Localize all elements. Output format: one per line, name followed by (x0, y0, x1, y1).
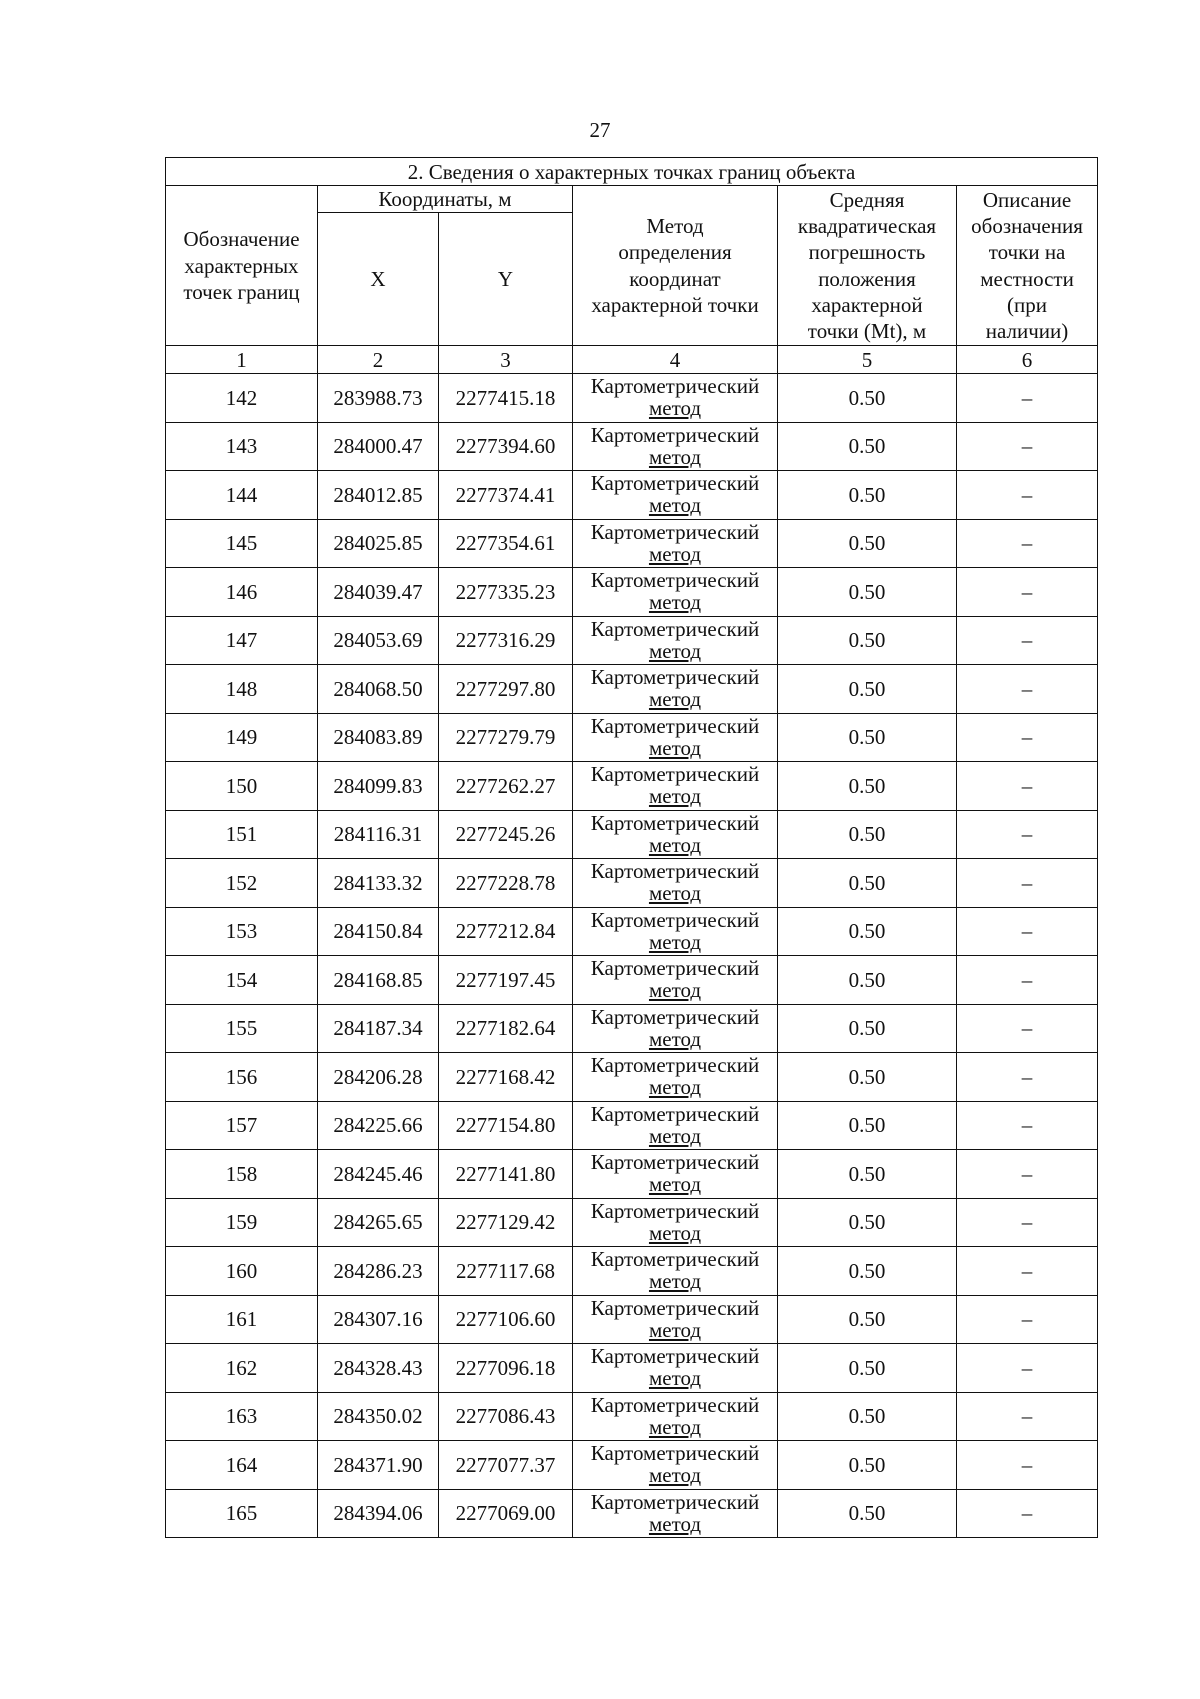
y-coordinate-cell: 2277077.37 (439, 1441, 573, 1490)
header-line: определения (618, 240, 732, 265)
error-cell: 0.50 (778, 568, 957, 617)
header-x: X (318, 213, 439, 346)
description-cell: – (957, 568, 1098, 617)
method-line-2: метод (648, 1026, 702, 1051)
header-line: координат (629, 266, 721, 291)
table-row (166, 1247, 1098, 1296)
point-cell: 142 (166, 374, 318, 423)
table-row (166, 1053, 1098, 1102)
description-cell: – (957, 1441, 1098, 1490)
header-line: Обозначение (183, 227, 300, 252)
point-cell: 151 (166, 810, 318, 859)
method-line-2: метод (648, 1172, 702, 1197)
table-row (166, 859, 1098, 908)
y-coordinate-cell: 2277129.42 (439, 1198, 573, 1247)
description-cell: – (957, 519, 1098, 568)
method-line-2: метод (648, 784, 702, 809)
method-cell (573, 1344, 778, 1393)
method-line-1: Картометрический (590, 665, 760, 690)
method-cell (573, 1295, 778, 1344)
table-row (166, 1344, 1098, 1393)
method-line-1: Картометрический (590, 1295, 760, 1320)
method-line-2: метод (648, 832, 702, 857)
method-cell (573, 907, 778, 956)
method-line-2: метод (648, 881, 702, 906)
header-coordinates: Координаты, м (318, 186, 573, 213)
description-cell: – (957, 1053, 1098, 1102)
error-cell: 0.50 (778, 859, 957, 908)
y-coordinate-cell: 2277316.29 (439, 616, 573, 665)
method-line-2: метод (648, 1220, 702, 1245)
error-cell: 0.50 (778, 1150, 957, 1199)
description-cell: – (957, 713, 1098, 762)
x-coordinate-cell: 284350.02 (318, 1392, 439, 1441)
point-cell: 149 (166, 713, 318, 762)
point-cell: 160 (166, 1247, 318, 1296)
point-cell: 159 (166, 1198, 318, 1247)
method-line-2: метод (648, 638, 702, 663)
x-coordinate-cell: 284328.43 (318, 1344, 439, 1393)
header-designation (166, 186, 318, 346)
table-row (166, 810, 1098, 859)
error-cell: 0.50 (778, 1247, 957, 1296)
y-coordinate-cell: 2277086.43 (439, 1392, 573, 1441)
method-cell (573, 1198, 778, 1247)
error-cell: 0.50 (778, 1489, 957, 1538)
point-cell: 148 (166, 665, 318, 714)
header-line: характерной точки (591, 292, 759, 317)
error-cell: 0.50 (778, 422, 957, 471)
table-row (166, 665, 1098, 714)
method-line-1: Картометрический (590, 422, 760, 447)
method-line-1: Картометрический (590, 374, 760, 399)
method-line-2: метод (648, 1414, 702, 1439)
y-coordinate-cell: 2277297.80 (439, 665, 573, 714)
method-cell (573, 471, 778, 520)
method-line-2: метод (648, 590, 702, 615)
x-coordinate-cell: 284286.23 (318, 1247, 439, 1296)
error-cell: 0.50 (778, 907, 957, 956)
table-row (166, 1295, 1098, 1344)
error-cell: 0.50 (778, 519, 957, 568)
description-cell: – (957, 1295, 1098, 1344)
method-cell (573, 713, 778, 762)
header-line: точки (Mt), м (807, 319, 927, 344)
method-line-1: Картометрический (590, 810, 760, 835)
method-cell (573, 422, 778, 471)
point-cell: 157 (166, 1101, 318, 1150)
description-cell: – (957, 1198, 1098, 1247)
y-coordinate-cell: 2277279.79 (439, 713, 573, 762)
header-line: характерных (184, 253, 299, 278)
method-line-1: Картометрический (590, 907, 760, 932)
header-method (573, 186, 778, 346)
y-coordinate-cell: 2277141.80 (439, 1150, 573, 1199)
method-line-1: Картометрический (590, 1247, 760, 1272)
point-cell: 164 (166, 1441, 318, 1490)
method-line-2: метод (648, 1366, 702, 1391)
y-coordinate-cell: 2277262.27 (439, 762, 573, 811)
error-cell: 0.50 (778, 1101, 957, 1150)
point-cell: 154 (166, 956, 318, 1005)
header-line: Средняя (829, 187, 905, 212)
y-coordinate-cell: 2277106.60 (439, 1295, 573, 1344)
table-row (166, 519, 1098, 568)
error-cell: 0.50 (778, 665, 957, 714)
method-line-1: Картометрический (590, 956, 760, 981)
method-line-2: метод (648, 1463, 702, 1488)
header-line: обозначения (971, 214, 1083, 239)
x-coordinate-cell: 284371.90 (318, 1441, 439, 1490)
error-cell: 0.50 (778, 1198, 957, 1247)
x-coordinate-cell: 284187.34 (318, 1004, 439, 1053)
method-line-1: Картометрический (590, 1489, 760, 1514)
error-cell: 0.50 (778, 1441, 957, 1490)
method-cell (573, 762, 778, 811)
x-coordinate-cell: 284168.85 (318, 956, 439, 1005)
header-line: характерной (811, 292, 923, 317)
method-line-1: Картометрический (590, 1392, 760, 1417)
point-cell: 153 (166, 907, 318, 956)
method-line-2: метод (648, 1123, 702, 1148)
y-coordinate-cell: 2277394.60 (439, 422, 573, 471)
column-number: 5 (778, 346, 957, 374)
y-coordinate-cell: 2277228.78 (439, 859, 573, 908)
description-cell: – (957, 1150, 1098, 1199)
table-row (166, 956, 1098, 1005)
method-cell (573, 1489, 778, 1538)
table-row (166, 907, 1098, 956)
header-line: Описание (982, 187, 1072, 212)
method-cell (573, 1392, 778, 1441)
header-line: (при (1007, 292, 1048, 317)
method-line-1: Картометрический (590, 1344, 760, 1369)
method-line-1: Картометрический (590, 471, 760, 496)
x-coordinate-cell: 284265.65 (318, 1198, 439, 1247)
x-coordinate-cell: 284068.50 (318, 665, 439, 714)
table-row (166, 422, 1098, 471)
header-line: положения (818, 266, 916, 291)
method-line-1: Картометрический (590, 1441, 760, 1466)
header-line: точки на (988, 240, 1066, 265)
header-description (957, 186, 1098, 346)
table-row (166, 1489, 1098, 1538)
description-cell: – (957, 471, 1098, 520)
point-cell: 146 (166, 568, 318, 617)
error-cell: 0.50 (778, 810, 957, 859)
y-coordinate-cell: 2277154.80 (439, 1101, 573, 1150)
point-cell: 150 (166, 762, 318, 811)
point-cell: 163 (166, 1392, 318, 1441)
header-line: Метод (646, 214, 704, 239)
method-line-2: метод (648, 444, 702, 469)
method-line-2: метод (648, 493, 702, 518)
description-cell: – (957, 810, 1098, 859)
y-coordinate-cell: 2277415.18 (439, 374, 573, 423)
error-cell: 0.50 (778, 1295, 957, 1344)
column-number: 1 (166, 346, 318, 374)
error-cell: 0.50 (778, 1004, 957, 1053)
description-cell: – (957, 1344, 1098, 1393)
method-line-2: метод (648, 1075, 702, 1100)
error-cell: 0.50 (778, 1053, 957, 1102)
error-cell: 0.50 (778, 1392, 957, 1441)
error-cell: 0.50 (778, 762, 957, 811)
point-cell: 144 (166, 471, 318, 520)
description-cell: – (957, 1392, 1098, 1441)
y-coordinate-cell: 2277354.61 (439, 519, 573, 568)
method-line-2: метод (648, 1269, 702, 1294)
table-row (166, 1441, 1098, 1490)
method-line-1: Картометрический (590, 1198, 760, 1223)
point-cell: 145 (166, 519, 318, 568)
method-line-2: метод (648, 929, 702, 954)
column-number: 3 (439, 346, 573, 374)
method-cell (573, 1150, 778, 1199)
x-coordinate-cell: 284000.47 (318, 422, 439, 471)
header-line: наличии) (985, 319, 1069, 344)
method-line-2: метод (648, 396, 702, 421)
x-coordinate-cell: 284116.31 (318, 810, 439, 859)
description-cell: – (957, 665, 1098, 714)
method-line-1: Картометрический (590, 762, 760, 787)
method-line-1: Картометрический (590, 1004, 760, 1029)
header-y: Y (439, 213, 573, 346)
x-coordinate-cell: 284133.32 (318, 859, 439, 908)
table-row (166, 374, 1098, 423)
description-cell: – (957, 1247, 1098, 1296)
method-cell (573, 1053, 778, 1102)
table-row (166, 1392, 1098, 1441)
description-cell: – (957, 616, 1098, 665)
x-coordinate-cell: 284012.85 (318, 471, 439, 520)
y-coordinate-cell: 2277197.45 (439, 956, 573, 1005)
header-line: квадратическая (797, 214, 937, 239)
method-line-1: Картометрический (590, 859, 760, 884)
x-coordinate-cell: 284394.06 (318, 1489, 439, 1538)
method-line-1: Картометрический (590, 1150, 760, 1175)
table-row (166, 616, 1098, 665)
x-coordinate-cell: 283988.73 (318, 374, 439, 423)
header-line: местности (980, 266, 1074, 291)
description-cell: – (957, 1101, 1098, 1150)
point-cell: 147 (166, 616, 318, 665)
y-coordinate-cell: 2277069.00 (439, 1489, 573, 1538)
method-line-1: Картометрический (590, 1101, 760, 1126)
method-cell (573, 1247, 778, 1296)
x-coordinate-cell: 284150.84 (318, 907, 439, 956)
y-coordinate-cell: 2277374.41 (439, 471, 573, 520)
method-line-2: метод (648, 1511, 702, 1536)
method-cell (573, 1441, 778, 1490)
x-coordinate-cell: 284307.16 (318, 1295, 439, 1344)
table-row (166, 713, 1098, 762)
method-line-1: Картометрический (590, 1053, 760, 1078)
error-cell: 0.50 (778, 956, 957, 1005)
column-number: 6 (957, 346, 1098, 374)
table-row (166, 1150, 1098, 1199)
method-cell (573, 568, 778, 617)
description-cell: – (957, 907, 1098, 956)
x-coordinate-cell: 284039.47 (318, 568, 439, 617)
point-cell: 156 (166, 1053, 318, 1102)
header-row-1 (166, 186, 1098, 213)
point-cell: 143 (166, 422, 318, 471)
method-cell (573, 859, 778, 908)
header-line: точек границ (183, 279, 300, 304)
x-coordinate-cell: 284053.69 (318, 616, 439, 665)
x-coordinate-cell: 284245.46 (318, 1150, 439, 1199)
method-cell (573, 519, 778, 568)
method-cell (573, 616, 778, 665)
method-line-1: Картометрический (590, 713, 760, 738)
method-cell (573, 1101, 778, 1150)
description-cell: – (957, 374, 1098, 423)
table-row (166, 568, 1098, 617)
y-coordinate-cell: 2277212.84 (439, 907, 573, 956)
y-coordinate-cell: 2277168.42 (439, 1053, 573, 1102)
method-line-1: Картометрический (590, 568, 760, 593)
column-number: 4 (573, 346, 778, 374)
column-number-row (166, 346, 1098, 374)
method-line-2: метод (648, 687, 702, 712)
error-cell: 0.50 (778, 616, 957, 665)
description-cell: – (957, 422, 1098, 471)
description-cell: – (957, 956, 1098, 1005)
error-cell: 0.50 (778, 713, 957, 762)
point-cell: 161 (166, 1295, 318, 1344)
method-cell (573, 810, 778, 859)
y-coordinate-cell: 2277096.18 (439, 1344, 573, 1393)
point-cell: 152 (166, 859, 318, 908)
description-cell: – (957, 1489, 1098, 1538)
y-coordinate-cell: 2277117.68 (439, 1247, 573, 1296)
error-cell: 0.50 (778, 471, 957, 520)
method-line-1: Картометрический (590, 519, 760, 544)
y-coordinate-cell: 2277335.23 (439, 568, 573, 617)
method-cell (573, 665, 778, 714)
error-cell: 0.50 (778, 374, 957, 423)
method-line-2: метод (648, 978, 702, 1003)
y-coordinate-cell: 2277245.26 (439, 810, 573, 859)
point-cell: 155 (166, 1004, 318, 1053)
x-coordinate-cell: 284206.28 (318, 1053, 439, 1102)
table-row (166, 1101, 1098, 1150)
x-coordinate-cell: 284099.83 (318, 762, 439, 811)
y-coordinate-cell: 2277182.64 (439, 1004, 573, 1053)
header-line: погрешность (808, 240, 926, 265)
page-number: 27 (589, 118, 611, 142)
description-cell: – (957, 1004, 1098, 1053)
x-coordinate-cell: 284083.89 (318, 713, 439, 762)
method-line-1: Картометрический (590, 616, 760, 641)
table-title-row (166, 158, 1098, 186)
method-cell (573, 374, 778, 423)
table-row (166, 1004, 1098, 1053)
method-line-2: метод (648, 541, 702, 566)
x-coordinate-cell: 284025.85 (318, 519, 439, 568)
description-cell: – (957, 762, 1098, 811)
error-cell: 0.50 (778, 1344, 957, 1393)
point-cell: 162 (166, 1344, 318, 1393)
header-error (778, 186, 957, 346)
table-row (166, 471, 1098, 520)
method-line-2: метод (648, 1317, 702, 1342)
description-cell: – (957, 859, 1098, 908)
column-number: 2 (318, 346, 439, 374)
table-row (166, 1198, 1098, 1247)
method-cell (573, 1004, 778, 1053)
table-title: 2. Сведения о характерных точках границ объекта (166, 158, 1098, 186)
method-cell (573, 956, 778, 1005)
method-line-2: метод (648, 735, 702, 760)
point-cell: 165 (166, 1489, 318, 1538)
boundary-points-table (165, 157, 1098, 1538)
table-row (166, 762, 1098, 811)
x-coordinate-cell: 284225.66 (318, 1101, 439, 1150)
point-cell: 158 (166, 1150, 318, 1199)
